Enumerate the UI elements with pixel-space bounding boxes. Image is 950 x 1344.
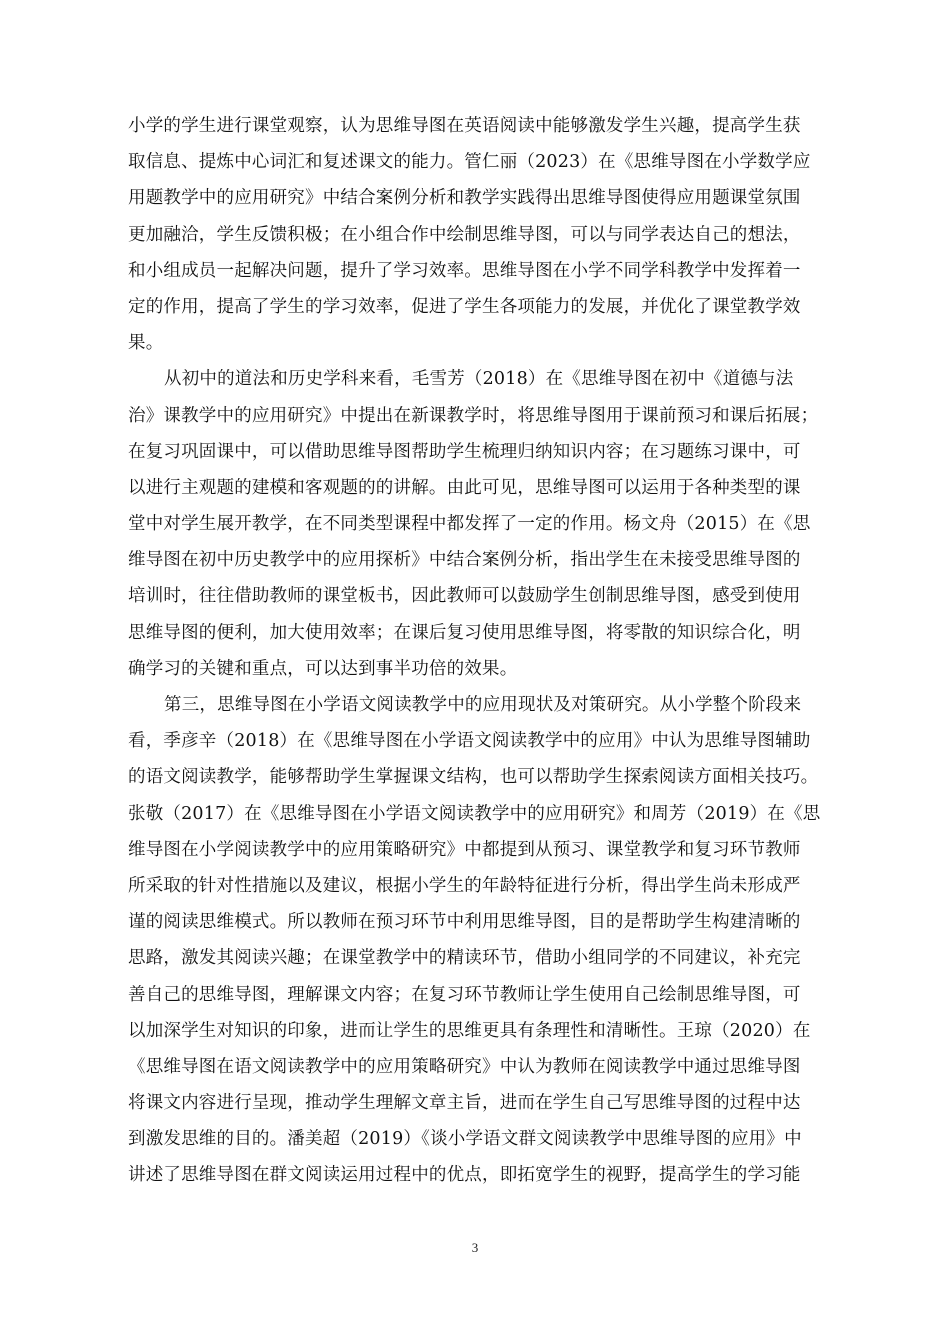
text-line: 张敬（2017）在《思维导图在小学语文阅读教学中的应用研究》和周芳（2019）在《思 bbox=[128, 803, 821, 824]
page-number: 3 bbox=[471, 1240, 479, 1255]
body-text bbox=[128, 108, 868, 1194]
text-line: 取信息、提炼中心词汇和复述课文的能力。管仁丽（2023）在《思维导图在小学数学应 bbox=[128, 152, 811, 173]
text-line: 看，季彦辛（2018）在《思维导图在小学语文阅读教学中的应用》中认为思维导图辅助 bbox=[128, 731, 811, 752]
paragraph-3 bbox=[128, 687, 868, 1194]
text-line: 小学的学生进行课堂观察，认为思维导图在英语阅读中能够激发学生兴趣，提高学生获 bbox=[128, 116, 801, 136]
text-line: 维导图在初中历史教学中的应用探析》中结合案例分析，指出学生在未接受思维导图的 bbox=[128, 550, 801, 571]
text-line: 讲述了思维导图在群文阅读运用过程中的优点，即拓宽学生的视野，提高学生的学习能 bbox=[128, 1165, 801, 1186]
text-line: 以加深学生对知识的印象，进而让学生的思维更具有条理性和清晰性。王琼（2020）在 bbox=[128, 1020, 811, 1041]
text-line: 培训时，往往借助教师的课堂板书，因此教师可以鼓励学生创制思维导图，感受到使用 bbox=[128, 586, 801, 607]
text-line: 所采取的针对性措施以及建议，根据小学生的年龄特征进行分析，得出学生尚未形成严 bbox=[128, 875, 801, 896]
text-line: 定的作用，提高了学生的学习效率，促进了学生各项能力的发展，并优化了课堂教学效 bbox=[128, 296, 801, 317]
text-line: 用题教学中的应用研究》中结合案例分析和教学实践得出思维导图使得应用题课堂氛围 bbox=[128, 188, 801, 209]
text-line: 果。 bbox=[128, 333, 164, 354]
text-line: 以进行主观题的建模和客观题的的讲解。由此可见，思维导图可以运用于各种类型的课 bbox=[128, 477, 801, 498]
text-line: 治》课教学中的应用研究》中提出在新课教学时，将思维导图用于课前预习和课后拓展； bbox=[128, 405, 819, 426]
paragraph-2 bbox=[128, 361, 868, 687]
text-line: 将课文内容进行呈现，推动学生理解文章主旨，进而在学生自己写思维导图的过程中达 bbox=[128, 1093, 801, 1114]
paragraph-1 bbox=[128, 108, 868, 361]
text-line: 善自己的思维导图，理解课文内容；在复习环节教师让学生使用自己绘制思维导图，可 bbox=[128, 984, 801, 1005]
text-line: 从初中的道法和历史学科来看，毛雪芳（2018）在《思维导图在初中《道德与法 bbox=[164, 369, 794, 390]
text-line: 确学习的关键和重点，可以达到事半功倍的效果。 bbox=[128, 658, 518, 679]
text-line: 和小组成员一起解决问题，提升了学习效率。思维导图在小学不同学科教学中发挥着一 bbox=[128, 260, 801, 281]
text-line: 维导图在小学阅读教学中的应用策略研究》中都提到从预习、课堂教学和复习环节教师 bbox=[128, 839, 801, 860]
text-line: 的语文阅读教学，能够帮助学生掌握课文结构，也可以帮助学生探索阅读方面相关技巧。 bbox=[128, 767, 819, 788]
text-line: 思路，激发其阅读兴趣；在课堂教学中的精读环节，借助小组同学的不同建议，补充完 bbox=[128, 948, 801, 969]
text-line: 第三，思维导图在小学语文阅读教学中的应用现状及对策研究。从小学整个阶段来 bbox=[164, 695, 802, 715]
text-line: 到激发思维的目的。潘美超（2019）《谈小学语文群文阅读教学中思维导图的应用》中 bbox=[128, 1129, 802, 1150]
text-line: 更加融洽，学生反馈积极；在小组合作中绘制思维导图，可以与同学表达自己的想法， bbox=[128, 224, 801, 245]
text-line: 《思维导图在语文阅读教学中的应用策略研究》中认为教师在阅读教学中通过思维导图 bbox=[128, 1056, 801, 1077]
text-line: 堂中对学生展开教学，在不同类型课程中都发挥了一定的作用。杨文舟（2015）在《思 bbox=[128, 514, 811, 535]
text-line: 思维导图的便利，加大使用效率；在课后复习使用思维导图，将零散的知识综合化，明 bbox=[128, 622, 801, 643]
text-line: 谨的阅读思维模式。所以教师在预习环节中利用思维导图，目的是帮助学生构建清晰的 bbox=[128, 912, 801, 933]
text-line: 在复习巩固课中，可以借助思维导图帮助学生梳理归纳知识内容；在习题练习课中，可 bbox=[128, 441, 801, 462]
